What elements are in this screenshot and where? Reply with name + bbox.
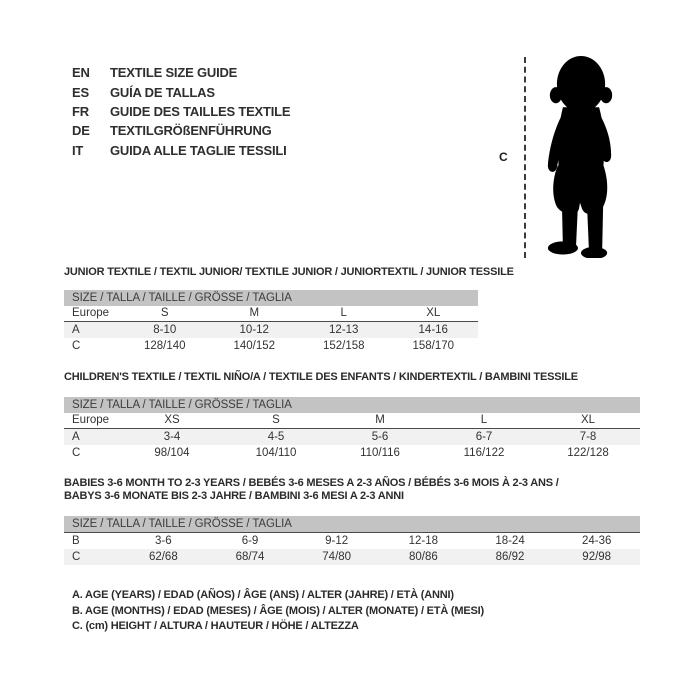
value-cell: 74/80	[322, 551, 352, 563]
row-label: C	[72, 551, 81, 563]
language-code: EN	[72, 65, 90, 81]
value-cell: 12-18	[408, 535, 439, 547]
value-cell: 9-12	[325, 535, 349, 547]
language-code: FR	[72, 103, 89, 119]
language-row-en	[72, 63, 290, 82]
size-cell: S	[160, 307, 169, 319]
value-cell: 18-24	[495, 535, 525, 547]
baby-silhouette-icon	[534, 55, 624, 258]
value-cell: 122/128	[567, 447, 609, 459]
guide-title: GUIDE DES TAILLES TEXTILE	[110, 103, 291, 119]
value-cell: 4-5	[267, 431, 285, 443]
value-cell: 158/170	[412, 340, 455, 352]
row-label: C	[72, 447, 81, 459]
language-list	[72, 63, 290, 160]
language-code: ES	[72, 84, 89, 100]
value-cell: 80/86	[408, 551, 438, 563]
language-row-de	[72, 121, 290, 140]
size-cell: XL	[580, 414, 596, 426]
guide-title: TEXTILE SIZE GUIDE	[110, 65, 238, 81]
note-b: B. AGE (MONTHS) / EDAD (MESES) / ÂGE (MOIS) / ALTER (MONATE) / ETÀ (MESI)	[72, 604, 484, 617]
size-cell: XL	[426, 307, 441, 319]
value-cell: 6-9	[241, 535, 259, 547]
value-cell: 128/140	[143, 340, 186, 352]
table-row-height	[64, 549, 640, 565]
value-cell: 98/104	[154, 447, 190, 459]
size-cell: M	[249, 307, 260, 319]
table-row-age	[64, 429, 640, 445]
size-header-bar: SIZE / TALLA / TAILLE / GRÖSSE / TAGLIA	[64, 290, 478, 306]
value-cell: 24-36	[581, 535, 612, 547]
language-row-fr	[72, 102, 290, 121]
value-cell: 68/74	[235, 551, 265, 563]
value-cell: 116/122	[463, 447, 505, 459]
table-row-height	[64, 445, 640, 461]
size-cell: XS	[164, 414, 180, 426]
table-row-months	[64, 533, 640, 549]
babies-textile-table	[64, 477, 640, 565]
language-row-es	[72, 82, 290, 101]
row-label: A	[72, 324, 80, 336]
value-cell: 3-6	[155, 535, 172, 547]
language-row-it	[72, 141, 290, 160]
value-cell: 110/116	[360, 447, 400, 459]
guide-title: TEXTILGRÖßENFÜHRUNG	[110, 123, 272, 139]
size-header-bar: SIZE / TALLA / TAILLE / GRÖSSE / TAGLIA	[64, 516, 640, 533]
note-a: A. AGE (YEARS) / EDAD (AÑOS) / ÂGE (ANS) / ALTER (JAHRE) / ETÀ (ANNI)	[72, 589, 454, 601]
value-cell: 152/158	[322, 340, 365, 352]
table-title-line1: BABIES 3-6 MONTH TO 2-3 YEARS / BEBÉS 3-6 MESES A 2-3 AÑOS / BÉBÉS 3-6 MOIS À 2-3 ANS /	[64, 477, 559, 489]
value-cell: 7-8	[579, 431, 597, 443]
value-cell: 3-4	[163, 431, 181, 443]
value-cell: 104/110	[255, 447, 297, 459]
value-cell: 86/92	[495, 551, 525, 563]
note-c: C. (cm) HEIGHT / ALTURA / HAUTEUR / HÖHE / ALTEZZA	[72, 620, 359, 632]
row-label: A	[72, 431, 80, 443]
value-cell: 62/68	[148, 551, 178, 563]
measure-c-label: C	[499, 150, 508, 164]
guide-title: GUIDA ALLE TAGLIE TESSILI	[110, 142, 287, 158]
legend-notes	[72, 588, 484, 635]
height-measure-dashed-line	[524, 57, 526, 258]
table-row-europe	[64, 306, 478, 322]
table-title: CHILDREN'S TEXTILE / TEXTIL NIÑO/A / TEXTILE DES ENFANTS / KINDERTEXTIL / BAMBINI TESSILE	[64, 371, 578, 383]
value-cell: 140/152	[233, 340, 276, 352]
row-label: Europe	[72, 307, 110, 319]
row-label: Europe	[72, 414, 110, 426]
language-code: DE	[72, 123, 90, 139]
size-cell: S	[272, 414, 280, 426]
size-header-bar: SIZE / TALLA / TAILLE / GRÖSSE / TAGLIA	[64, 397, 640, 413]
junior-textile-table	[64, 266, 514, 354]
language-code: IT	[72, 142, 84, 158]
value-cell: 92/98	[582, 551, 612, 563]
size-cell: L	[480, 414, 488, 426]
size-cell: M	[375, 414, 385, 426]
value-cell: 8-10	[153, 324, 177, 336]
childrens-textile-table	[64, 371, 640, 461]
value-cell: 10-12	[239, 324, 269, 336]
table-row-europe	[64, 413, 640, 429]
row-label: C	[72, 340, 81, 352]
size-cell: L	[340, 307, 347, 319]
value-cell: 5-6	[371, 431, 389, 443]
table-row-height	[64, 338, 478, 354]
value-cell: 12-13	[329, 324, 359, 336]
table-title	[64, 477, 640, 503]
guide-title: GUÍA DE TALLAS	[110, 84, 215, 100]
value-cell: 6-7	[475, 431, 493, 443]
table-row-age	[64, 322, 478, 338]
table-title: JUNIOR TEXTILE / TEXTIL JUNIOR/ TEXTILE JUNIOR / JUNIORTEXTIL / JUNIOR TESSILE	[64, 266, 514, 278]
value-cell: 14-16	[418, 324, 448, 336]
row-label: B	[72, 535, 80, 547]
table-title-line2: BABYS 3-6 MONATE BIS 2-3 JAHRE / BAMBINI 3-6 MESI A 2-3 ANNI	[64, 490, 404, 502]
